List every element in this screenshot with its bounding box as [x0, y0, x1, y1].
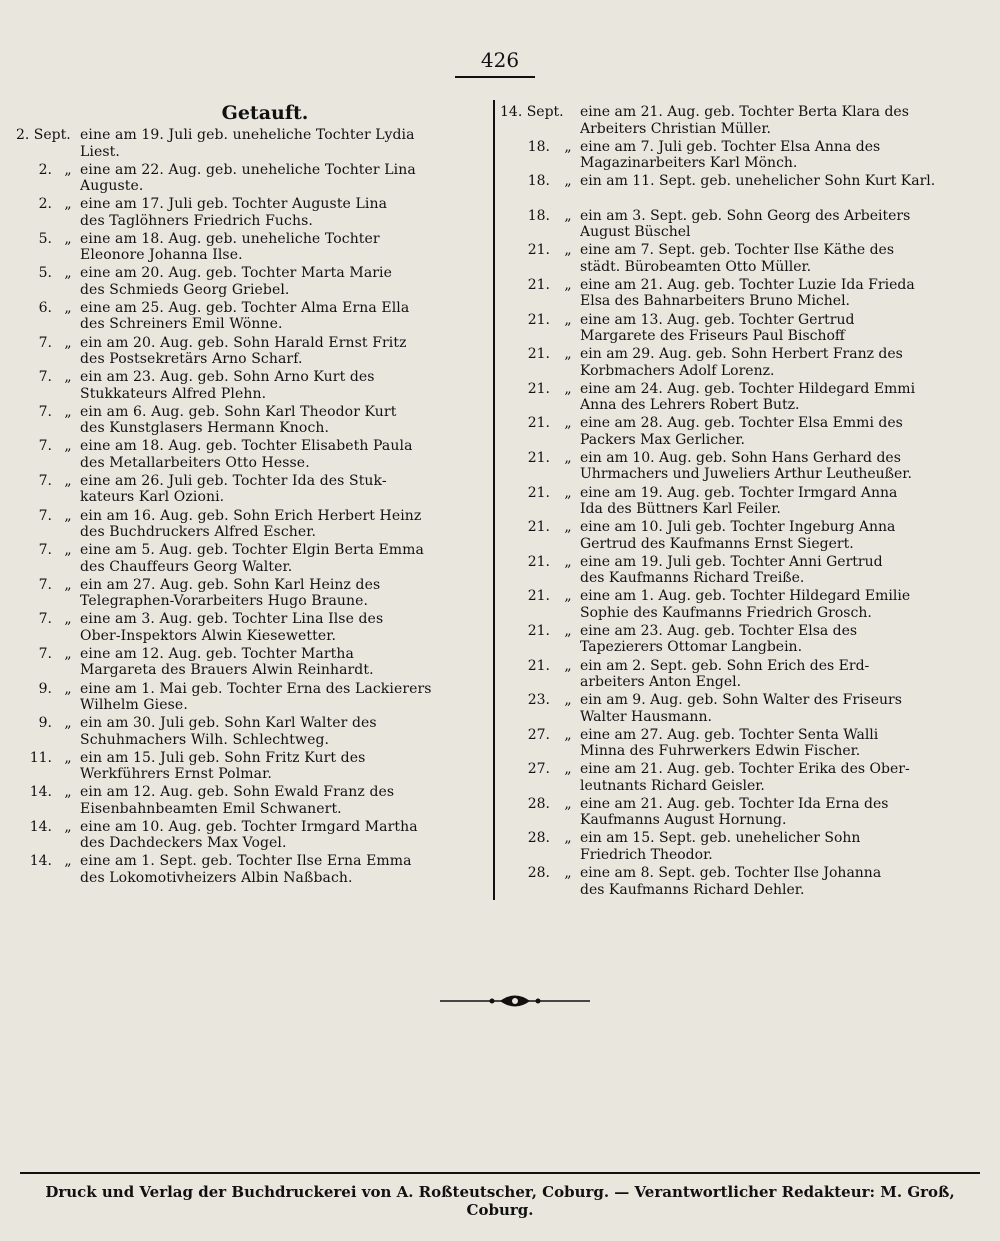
entry-text: eine am 8. Sept. geb. Tochter Ilse Johanna des Kaufmanns Richard Dehler.	[580, 865, 882, 898]
entry-text: eine am 18. Aug. geb. Tochter Elisabeth Paula des Metallarbeiters Otto Hesse.	[80, 438, 413, 471]
baptism-entry	[16, 473, 482, 508]
entry-text: eine am 19. Aug. geb. Tochter Irmgard Anna Ida des Büttners Karl Feiler.	[580, 484, 898, 518]
bottom-rule	[20, 1172, 980, 1174]
top-rule	[455, 76, 535, 78]
entry-date: 7.	[38, 542, 52, 559]
baptism-entry	[500, 830, 960, 865]
entry-date: 21.	[527, 484, 550, 501]
baptism-entry	[500, 312, 960, 347]
entry-text: ein am 16. Aug. geb. Sohn Erich Herbert Heinz des Buchdruckers Alfred Escher.	[80, 507, 422, 541]
baptism-entry	[16, 715, 482, 750]
entry-date: 7.	[38, 472, 52, 489]
entry-date: 9.	[38, 715, 52, 732]
ditto-mark: „	[564, 726, 572, 743]
ditto-mark: „	[564, 484, 572, 501]
baptism-entry	[16, 853, 482, 888]
entry-text: eine am 7. Sept. geb. Tochter Ilse Käthe des städt. Bürobeamten Otto Müller.	[580, 242, 895, 275]
entry-date: 21.	[527, 449, 550, 466]
entry-text: ein am 29. Aug. geb. Sohn Herbert Franz des Korbmachers Adolf Lorenz.	[580, 346, 903, 379]
entry-date: 28.	[527, 830, 550, 847]
entry-date: 2. Sept.	[16, 127, 71, 143]
baptism-entry	[16, 404, 482, 439]
baptism-entry	[16, 819, 482, 854]
baptism-entry	[16, 681, 482, 716]
entry-text: eine am 26. Juli geb. Tochter Ida des Stuk- kateurs Karl Ozioni.	[80, 472, 387, 506]
entry-text: ein am 27. Aug. geb. Sohn Karl Heinz des Telegraphen-Vorarbeiters Hugo Braune.	[80, 576, 381, 610]
entry-text: ein am 9. Aug. geb. Sohn Walter des Friseurs Walter Hausmann.	[580, 692, 902, 725]
ditto-mark: „	[564, 622, 572, 639]
entry-date: 28.	[527, 795, 550, 812]
ditto-mark: „	[64, 715, 72, 732]
ditto-mark: „	[64, 334, 72, 351]
entry-text: eine am 24. Aug. geb. Tochter Hildegard Emmi Anna des Lehrers Robert Butz.	[580, 380, 916, 414]
entry-date: 18.	[527, 173, 550, 190]
ditto-mark: „	[64, 853, 72, 870]
entry-date: 21.	[527, 380, 550, 397]
ditto-mark: „	[564, 449, 572, 466]
baptism-entry	[500, 519, 960, 554]
ditto-mark: „	[564, 588, 572, 605]
entry-text: ein am 15. Juli geb. Sohn Fritz Kurt des Werkführers Ernst Polmar.	[80, 749, 366, 783]
ditto-mark: „	[564, 553, 572, 570]
baptism-entry	[16, 784, 482, 819]
column-divider	[493, 100, 495, 900]
baptism-entry	[500, 554, 960, 589]
entry-date: 27.	[527, 726, 550, 743]
ornament-divider	[440, 990, 590, 1012]
baptism-entry	[16, 369, 482, 404]
baptism-entry	[500, 242, 960, 277]
ditto-mark: „	[564, 311, 572, 328]
ditto-mark: „	[564, 519, 572, 536]
entry-text: ein am 10. Aug. geb. Sohn Hans Gerhard des Uhrmachers und Juweliers Arthur Leutheußer.	[580, 449, 912, 483]
left-column-entries	[16, 127, 482, 888]
baptism-entry	[500, 796, 960, 831]
baptism-entry	[500, 346, 960, 381]
entry-text: eine am 21. Aug. geb. Tochter Ida Erna des Kaufmanns August Hornung.	[580, 795, 889, 829]
baptism-entry	[16, 611, 482, 646]
section-title: Getauft.	[221, 102, 309, 124]
entry-date: 14.	[29, 853, 52, 870]
entry-date: 21.	[527, 276, 550, 293]
entry-text: eine am 23. Aug. geb. Tochter Elsa des Tapezierers Ottomar Langbein.	[580, 622, 858, 656]
entry-date: 21.	[527, 242, 550, 259]
entry-text: eine am 1. Sept. geb. Tochter Ilse Erna Emma des Lokomotivheizers Albin Naßbach.	[80, 853, 412, 886]
ditto-mark: „	[564, 242, 572, 259]
baptism-entry	[500, 173, 960, 208]
baptism-entry	[16, 335, 482, 370]
entry-date: 23.	[527, 692, 550, 709]
page-number: 426	[480, 48, 520, 72]
baptism-entry	[500, 658, 960, 693]
ditto-mark: „	[564, 207, 572, 224]
entry-date: 28.	[527, 865, 550, 882]
entry-text: eine am 25. Aug. geb. Tochter Alma Erna Ella des Schreiners Emil Wönne.	[80, 299, 410, 333]
baptism-entry	[16, 162, 482, 197]
entry-text: ein am 6. Aug. geb. Sohn Karl Theodor Kurt des Kunstglasers Hermann Knoch.	[80, 403, 397, 437]
ditto-mark: „	[64, 784, 72, 801]
ditto-mark: „	[64, 299, 72, 316]
ditto-mark: „	[64, 818, 72, 835]
entry-date: 7.	[38, 369, 52, 386]
entry-text: eine am 13. Aug. geb. Tochter Gertrud Margarete des Friseurs Paul Bischoff	[580, 311, 855, 345]
entry-text: eine am 3. Aug. geb. Tochter Lina Ilse des Ober-Inspektors Alwin Kiesewetter.	[80, 611, 384, 644]
ditto-mark: „	[564, 173, 572, 190]
baptism-entry	[500, 485, 960, 520]
ditto-mark: „	[564, 346, 572, 363]
entry-text: eine am 12. Aug. geb. Tochter Martha Margareta des Brauers Alwin Reinhardt.	[80, 645, 374, 679]
baptism-entry	[500, 450, 960, 485]
baptism-entry	[16, 438, 482, 473]
entry-text: eine am 19. Juli geb. Tochter Anni Gertrud des Kaufmanns Richard Treiße.	[580, 553, 883, 587]
ditto-mark: „	[564, 865, 572, 882]
ditto-mark: „	[64, 196, 72, 213]
ditto-mark: „	[564, 761, 572, 778]
ditto-mark: „	[564, 795, 572, 812]
entry-date: 21.	[527, 519, 550, 536]
ditto-mark: „	[64, 265, 72, 282]
ditto-mark: „	[564, 380, 572, 397]
entry-date: 21.	[527, 311, 550, 328]
entry-date: 7.	[38, 507, 52, 524]
entry-date: 14. Sept.	[500, 104, 564, 120]
entry-date: 5.	[38, 265, 52, 282]
entry-text: eine am 5. Aug. geb. Tochter Elgin Berta Emma des Chauffeurs Georg Walter.	[80, 542, 424, 575]
entry-text: ein am 30. Juli geb. Sohn Karl Walter des Schuhmachers Wilh. Schlechtweg.	[80, 715, 377, 748]
entry-text: eine am 21. Aug. geb. Tochter Berta Klara des Arbeiters Christian Müller.	[580, 104, 909, 137]
baptism-entry	[500, 208, 960, 243]
baptism-entry	[500, 727, 960, 762]
entry-date: 21.	[527, 588, 550, 605]
ditto-mark: „	[64, 161, 72, 178]
entry-text: eine am 10. Juli geb. Tochter Ingeburg Anna Gertrud des Kaufmanns Ernst Siegert.	[580, 519, 896, 552]
ditto-mark: „	[564, 276, 572, 293]
ditto-mark: „	[64, 403, 72, 420]
entry-date: 11.	[29, 749, 52, 766]
baptism-entry	[500, 588, 960, 623]
entry-text: ein am 20. Aug. geb. Sohn Harald Ernst Fritz des Postsekretärs Arno Scharf.	[80, 334, 407, 368]
ditto-mark: „	[564, 138, 572, 155]
footer-imprint: Druck und Verlag der Buchdruckerei von A. Roßteutscher, Coburg. — Verantwortlicher Redakteur: M. Groß, Coburg.	[45, 1183, 955, 1219]
entry-date: 5.	[38, 230, 52, 247]
baptism-entry	[500, 692, 960, 727]
ditto-mark: „	[64, 472, 72, 489]
ditto-mark: „	[564, 657, 572, 674]
entry-date: 14.	[29, 784, 52, 801]
entry-text: eine am 17. Juli geb. Tochter Auguste Lina des Taglöhners Friedrich Fuchs.	[80, 196, 388, 229]
entry-date: 7.	[38, 611, 52, 628]
baptism-entry	[500, 623, 960, 658]
ditto-mark: „	[64, 438, 72, 455]
baptism-entry	[16, 577, 482, 612]
entry-text: eine am 10. Aug. geb. Tochter Irmgard Martha des Dachdeckers Max Vogel.	[80, 818, 418, 852]
baptism-entry	[500, 277, 960, 312]
baptism-entry	[500, 104, 960, 139]
ditto-mark: „	[64, 749, 72, 766]
entry-date: 2.	[38, 161, 52, 178]
entry-text: eine am 7. Juli geb. Tochter Elsa Anna des Magazinarbeiters Karl Mönch.	[580, 138, 881, 172]
entry-date: 6.	[38, 299, 52, 316]
ditto-mark: „	[64, 230, 72, 247]
entry-date: 18.	[527, 138, 550, 155]
entry-date: 27.	[527, 761, 550, 778]
baptism-entry	[16, 196, 482, 231]
entry-text: ein am 3. Sept. geb. Sohn Georg des Arbeiters August Büschel	[580, 207, 911, 241]
ditto-mark: „	[564, 830, 572, 847]
entry-date: 9.	[38, 680, 52, 697]
entry-text: eine am 22. Aug. geb. uneheliche Tochter Lina Auguste.	[80, 161, 416, 195]
ditto-mark: „	[64, 369, 72, 386]
ditto-mark: „	[564, 415, 572, 432]
entry-text: ein am 15. Sept. geb. unehelicher Sohn Friedrich Theodor.	[580, 830, 861, 863]
entry-date: 21.	[527, 415, 550, 432]
baptism-entry	[500, 381, 960, 416]
entry-date: 18.	[527, 207, 550, 224]
ditto-mark: „	[64, 680, 72, 697]
entry-text: eine am 20. Aug. geb. Tochter Marta Marie des Schmieds Georg Griebel.	[80, 265, 393, 298]
ditto-mark	[556, 104, 580, 139]
entry-text: ein am 2. Sept. geb. Sohn Erich des Erd- arbeiters Anton Engel.	[580, 657, 870, 690]
ditto-mark	[56, 127, 80, 162]
entry-date: 7.	[38, 334, 52, 351]
ditto-mark: „	[64, 542, 72, 559]
entry-text: eine am 1. Mai geb. Tochter Erna des Lackierers Wilhelm Giese.	[80, 680, 432, 713]
baptism-entry	[500, 415, 960, 450]
entry-text: eine am 21. Aug. geb. Tochter Erika des Ober- leutnants Richard Geisler.	[580, 761, 910, 794]
baptism-entry	[16, 542, 482, 577]
baptism-entry	[16, 231, 482, 266]
entry-text: ein am 12. Aug. geb. Sohn Ewald Franz des Eisenbahnbeamten Emil Schwanert.	[80, 784, 395, 817]
entry-date: 7.	[38, 645, 52, 662]
baptism-entry	[16, 646, 482, 681]
entry-date: 2.	[38, 196, 52, 213]
baptism-entry	[16, 750, 482, 785]
entry-text: eine am 19. Juli geb. uneheliche Tochter Lydia Liest.	[80, 127, 415, 160]
baptism-entry	[16, 508, 482, 543]
ditto-mark: „	[564, 692, 572, 709]
entry-date: 21.	[527, 553, 550, 570]
baptism-entry	[16, 300, 482, 335]
entry-date: 21.	[527, 346, 550, 363]
entry-date: 14.	[29, 818, 52, 835]
ditto-mark: „	[64, 576, 72, 593]
entry-date: 7.	[38, 576, 52, 593]
ditto-mark: „	[64, 645, 72, 662]
entry-text: eine am 28. Aug. geb. Tochter Elsa Emmi des Packers Max Gerlicher.	[580, 415, 903, 448]
entry-text: eine am 21. Aug. geb. Tochter Luzie Ida Frieda Elsa des Bahnarbeiters Bruno Michel.	[580, 276, 915, 310]
entry-text: eine am 27. Aug. geb. Tochter Senta Walli Minna des Fuhrwerkers Edwin Fischer.	[580, 726, 879, 760]
baptism-entry	[500, 761, 960, 796]
entry-text: ein am 23. Aug. geb. Sohn Arno Kurt des Stukkateurs Alfred Plehn.	[80, 369, 375, 402]
entry-text: eine am 18. Aug. geb. uneheliche Tochter Eleonore Johanna Ilse.	[80, 230, 380, 264]
baptism-entry	[500, 865, 960, 900]
baptism-entry	[500, 139, 960, 174]
ditto-mark: „	[64, 611, 72, 628]
ditto-mark: „	[64, 507, 72, 524]
entry-text: ein am 11. Sept. geb. unehelicher Sohn Kurt Karl.	[580, 173, 936, 190]
entry-text: eine am 1. Aug. geb. Tochter Hildegard Emilie Sophie des Kaufmanns Friedrich Grosch.	[580, 588, 911, 621]
entry-date: 21.	[527, 657, 550, 674]
entry-date: 7.	[38, 403, 52, 420]
entry-date: 21.	[527, 622, 550, 639]
baptism-entry	[16, 265, 482, 300]
right-column-entries	[500, 104, 960, 900]
baptism-entry	[16, 127, 482, 162]
entry-date: 7.	[38, 438, 52, 455]
